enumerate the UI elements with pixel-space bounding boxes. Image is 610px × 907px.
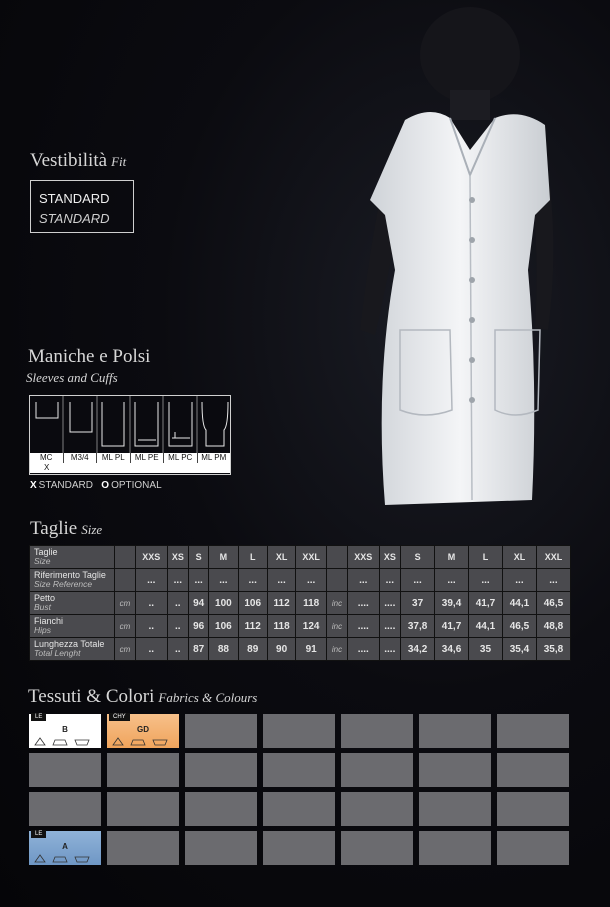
size-value: 39,4: [435, 592, 469, 615]
sleeve-option-label: ML PC: [163, 453, 197, 463]
fabric-swatch-empty[interactable]: [497, 714, 569, 748]
unit-cell: cm: [115, 615, 136, 638]
fabric-swatch-empty[interactable]: [341, 792, 413, 826]
fabric-swatch-empty[interactable]: [185, 831, 257, 865]
fabric-swatch-empty[interactable]: [497, 792, 569, 826]
size-value: ...: [136, 569, 168, 592]
size-value: 37,8: [401, 615, 435, 638]
size-value: ...: [209, 569, 238, 592]
size-value: 88: [209, 638, 238, 661]
size-value: ...: [348, 569, 380, 592]
fabric-swatch-empty[interactable]: [185, 714, 257, 748]
size-value: 124: [296, 615, 327, 638]
fit-value-en: STANDARD: [39, 211, 110, 226]
legend-standard-label: STANDARD: [38, 480, 93, 491]
size-header: XXL: [296, 546, 327, 569]
size-value: ...: [469, 569, 503, 592]
size-value: 118: [267, 615, 295, 638]
size-value: ....: [379, 638, 401, 661]
row-label: [30, 569, 115, 592]
size-header: XXL: [536, 546, 570, 569]
fabric-swatch[interactable]: [29, 714, 101, 748]
size-value: 48,8: [536, 615, 570, 638]
size-value: ...: [189, 569, 209, 592]
size-header: S: [189, 546, 209, 569]
legend-o-symbol: O: [101, 480, 110, 491]
sleeve-option-label: M3/4: [63, 453, 97, 463]
fabric-tag: LE: [31, 713, 46, 721]
size-header: XXS: [348, 546, 380, 569]
size-header: XXS: [136, 546, 168, 569]
sleeves-title-en: Sleeves and Cuffs: [26, 370, 118, 385]
row-label-en: Total Lenght: [34, 648, 81, 658]
fabric-code: GD: [137, 725, 149, 734]
fabric-swatch-empty[interactable]: [263, 831, 335, 865]
size-value: 100: [209, 592, 238, 615]
fit-value: STANDARD: [39, 191, 110, 206]
unit-cell: [115, 546, 136, 569]
size-value: ..: [136, 592, 168, 615]
unit-cell: [327, 546, 348, 569]
care-symbols-icon: [33, 736, 97, 746]
fabrics-title-en: Fabrics & Colours: [158, 690, 258, 705]
sleeves-heading: [28, 346, 150, 368]
legend-optional-label: OPTIONAL: [111, 480, 162, 491]
fabric-swatch-empty[interactable]: [341, 753, 413, 787]
sizes-title: Taglie: [30, 518, 78, 539]
size-value: 37: [401, 592, 435, 615]
fabric-tag: LE: [31, 830, 46, 838]
unit-cell: cm: [115, 638, 136, 661]
sleeve-mark: [197, 463, 230, 473]
care-symbols-icon: [111, 736, 175, 746]
size-value: 106: [209, 615, 238, 638]
sleeve-mark: [130, 463, 163, 473]
row-label: [30, 638, 115, 661]
sleeve-mark: [163, 463, 196, 473]
size-value: ....: [348, 615, 380, 638]
sleeve-option-label: ML PM: [197, 453, 231, 463]
sleeves-title: Maniche e Polsi: [28, 346, 151, 367]
sleeve-options-chart: [29, 395, 231, 475]
size-header: XS: [379, 546, 401, 569]
model-illustration: [300, 0, 610, 520]
row-label: [30, 615, 115, 638]
size-value: 46,5: [536, 592, 570, 615]
fabric-swatch-empty[interactable]: [107, 753, 179, 787]
sleeve-option-label: ML PL: [96, 453, 130, 463]
fabric-code: A: [62, 842, 68, 851]
size-header: XL: [267, 546, 295, 569]
size-value: 106: [238, 592, 267, 615]
row-label-it: Taglie: [34, 547, 58, 557]
fabric-swatch-empty[interactable]: [185, 753, 257, 787]
table-row: [30, 638, 571, 661]
unit-cell: inc: [327, 638, 348, 661]
size-value: 118: [296, 592, 327, 615]
size-value: ..: [136, 638, 168, 661]
sleeve-option-label: MC: [40, 453, 53, 462]
sleeve-mark: X: [43, 463, 50, 472]
row-label-it: Lunghezza Totale: [34, 639, 105, 649]
size-value: ....: [379, 615, 401, 638]
fit-box: [30, 180, 134, 233]
size-value: ...: [238, 569, 267, 592]
row-label-en: Size: [34, 556, 51, 566]
row-label-it: Riferimento Taglie: [34, 570, 106, 580]
size-value: 41,7: [435, 615, 469, 638]
unit-cell: inc: [327, 615, 348, 638]
size-value: 112: [267, 592, 295, 615]
size-value: ....: [348, 638, 380, 661]
size-header: S: [401, 546, 435, 569]
row-label-it: Petto: [34, 593, 56, 603]
unit-cell: inc: [327, 592, 348, 615]
size-value: 41,7: [469, 592, 503, 615]
size-value: ...: [379, 569, 401, 592]
size-value: ...: [401, 569, 435, 592]
size-value: ....: [379, 592, 401, 615]
size-header: L: [238, 546, 267, 569]
table-row: [30, 569, 571, 592]
size-value: ...: [167, 569, 189, 592]
size-header: XL: [502, 546, 536, 569]
size-value: 90: [267, 638, 295, 661]
size-value: 46,5: [502, 615, 536, 638]
fabric-swatch-empty[interactable]: [107, 792, 179, 826]
row-label: [30, 546, 115, 569]
sleeve-marks-row: [30, 463, 230, 473]
size-value: 34,6: [435, 638, 469, 661]
fabric-swatch-empty[interactable]: [29, 792, 101, 826]
fabrics-heading: [28, 686, 257, 708]
fabric-tag: CHY: [109, 713, 130, 721]
fabric-swatch-empty[interactable]: [341, 714, 413, 748]
row-label-en: Bust: [34, 602, 52, 612]
fabric-swatch-empty[interactable]: [263, 792, 335, 826]
unit-cell: cm: [115, 592, 136, 615]
fabrics-title: Tessuti & Colori: [28, 686, 155, 707]
fabric-swatch[interactable]: [107, 714, 179, 748]
row-label-en: Size Reference: [34, 579, 93, 589]
fabric-swatch-empty[interactable]: [107, 831, 179, 865]
size-value: 35: [469, 638, 503, 661]
size-value: 91: [296, 638, 327, 661]
care-symbols-icon: [33, 853, 97, 863]
size-header: L: [469, 546, 503, 569]
table-row: [30, 592, 571, 615]
unit-cell: [115, 569, 136, 592]
size-value: ...: [267, 569, 295, 592]
table-row: [30, 615, 571, 638]
fabric-swatch-empty[interactable]: [185, 792, 257, 826]
fabric-code: B: [62, 725, 68, 734]
size-value: 89: [238, 638, 267, 661]
sleeve-diagrams-icon: [30, 396, 230, 453]
sleeve-labels-row: [30, 453, 230, 463]
fit-title: Vestibilità: [30, 150, 108, 171]
fit-heading: [30, 150, 126, 172]
size-value: 34,2: [401, 638, 435, 661]
sleeve-option-label: ML PE: [130, 453, 164, 463]
fit-title-en: Fit: [111, 154, 127, 169]
size-value: 44,1: [502, 592, 536, 615]
row-label-it: Fianchi: [34, 616, 64, 626]
sleeve-legend: [30, 480, 162, 491]
legend-x-symbol: X: [30, 480, 37, 491]
size-value: ...: [502, 569, 536, 592]
size-value: 94: [189, 592, 209, 615]
row-label-en: Hips: [34, 625, 52, 635]
fabric-swatch-empty[interactable]: [419, 714, 491, 748]
row-label: [30, 592, 115, 615]
size-value: ...: [536, 569, 570, 592]
sizes-title-en: Size: [81, 522, 103, 537]
table-header-row: [30, 546, 571, 569]
size-value: 112: [238, 615, 267, 638]
unit-cell: [327, 569, 348, 592]
fabric-swatch-empty[interactable]: [263, 714, 335, 748]
fabric-swatch-empty[interactable]: [419, 753, 491, 787]
size-value: 87: [189, 638, 209, 661]
sleeve-mark: [63, 463, 96, 473]
sleeve-mark: [97, 463, 130, 473]
size-header: XS: [167, 546, 189, 569]
size-table: [29, 545, 571, 661]
fabric-swatch-empty[interactable]: [263, 753, 335, 787]
size-value: 44,1: [469, 615, 503, 638]
size-value: ..: [167, 592, 189, 615]
fabric-swatch[interactable]: [29, 831, 101, 865]
size-value: ...: [296, 569, 327, 592]
size-value: 96: [189, 615, 209, 638]
size-value: ...: [435, 569, 469, 592]
size-value: ..: [136, 615, 168, 638]
fabric-swatch-empty[interactable]: [497, 753, 569, 787]
fabric-swatch-empty[interactable]: [497, 831, 569, 865]
size-value: ..: [167, 615, 189, 638]
size-value: 35,4: [502, 638, 536, 661]
fabric-swatch-empty[interactable]: [29, 753, 101, 787]
sizes-heading: [30, 518, 102, 540]
size-value: ..: [167, 638, 189, 661]
fabric-swatch-empty[interactable]: [419, 792, 491, 826]
fabric-swatch-empty[interactable]: [341, 831, 413, 865]
size-header: M: [209, 546, 238, 569]
fabric-swatch-empty[interactable]: [419, 831, 491, 865]
size-value: ....: [348, 592, 380, 615]
size-header: M: [435, 546, 469, 569]
size-value: 35,8: [536, 638, 570, 661]
